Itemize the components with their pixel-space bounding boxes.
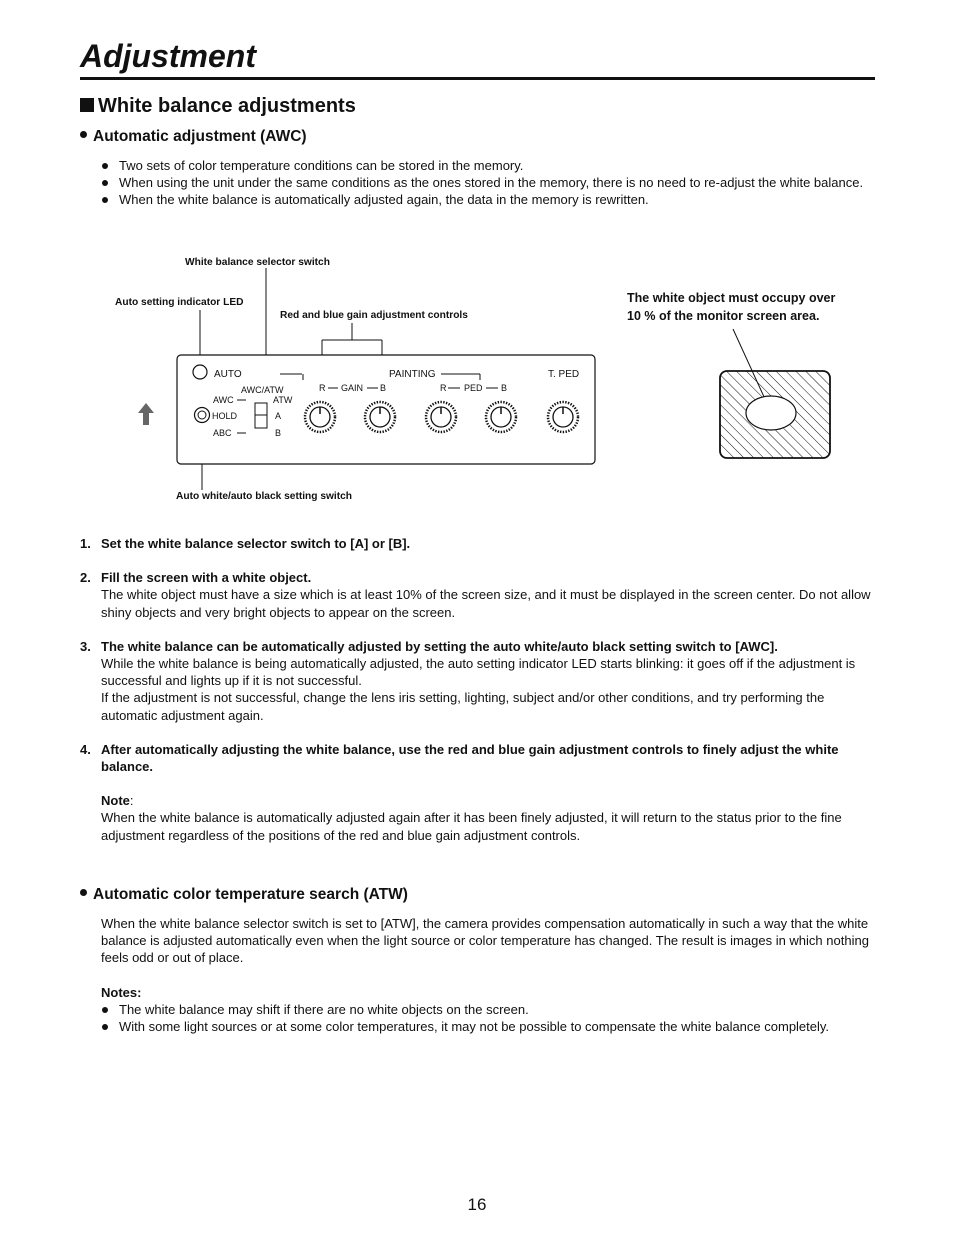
list-item: When using the unit under the same conditions as the ones stored in the memory, there is no need to re-adjust the white balance. — [100, 174, 875, 191]
title-rule — [80, 77, 875, 80]
step-body: While the white balance is being automatically adjusted, the auto setting indicator LED starts blinking: it goes off if the adjustment is successful and lights up if it is not successful. — [101, 656, 856, 689]
list-item: With some light sources or at some color temperatures, it may not be possible to compensate the white balance completely. — [100, 1018, 875, 1035]
step-number: 3. — [80, 638, 91, 654]
callout-white-object-line1: The white object must occupy over — [627, 291, 836, 305]
step-number: 2. — [80, 570, 91, 586]
panel-label-t-ped: T. PED — [548, 369, 580, 380]
panel-label-awc: AWC — [213, 395, 234, 405]
note-block — [101, 792, 880, 844]
panel-label-painting: PAINTING — [389, 369, 436, 380]
step-title: Fill the screen with a white object. — [101, 570, 312, 586]
list-item: When the white balance is automatically adjusted again, the data in the memory is rewritten. — [100, 191, 875, 208]
callout-gain-controls: Red and blue gain adjustment controls — [280, 310, 468, 321]
step-1 — [80, 535, 880, 552]
auto-indicator-led — [193, 365, 207, 379]
step-title: Set the white balance selector switch to [A] or [B]. — [101, 536, 411, 551]
panel-label-b: B — [380, 383, 387, 393]
step-title: The white balance can be automatically adjusted by setting the auto white/auto black setting switch to [AWC]. — [101, 638, 778, 654]
callout-auto-led: Auto setting indicator LED — [115, 297, 244, 308]
atw-notes-list — [100, 1001, 875, 1035]
step-4 — [80, 741, 880, 844]
list-item: Two sets of color temperature conditions can be stored in the memory. — [100, 157, 875, 174]
panel-label-auto: AUTO — [214, 369, 242, 380]
step-title: After automatically adjusting the white balance, use the red and blue gain adjustment controls to finely adjust the white balance. — [101, 741, 839, 775]
atw-heading-text: Automatic color temperature search (ATW) — [93, 886, 408, 903]
step-number: 1. — [80, 536, 91, 551]
panel-label-abc: ABC — [213, 428, 232, 438]
awc-bullet-list — [100, 157, 875, 208]
awc-heading — [80, 128, 307, 146]
notes-label: Notes: — [101, 985, 142, 1000]
step-body: The white object must have a size which is at least 10% of the screen size, and it must be displayed in the screen center. Do not allow shiny objects and very bright objects to appear on the screen. — [101, 587, 871, 620]
atw-paragraph: When the white balance selector switch is set to [ATW], the camera provides compensation automatically in such a way that the white balance is adjusted automatically even when the light source or color temperature has changed. The result is images in which nothing feels odd or out of place. — [101, 916, 869, 966]
step-number: 4. — [80, 741, 91, 757]
step-3 — [80, 638, 880, 724]
page-title: Adjustment — [80, 38, 256, 74]
awc-heading-text: Automatic adjustment (AWC) — [93, 128, 307, 145]
note-heading — [101, 792, 880, 809]
control-panel-diagram — [110, 250, 880, 510]
panel-label-b: B — [501, 383, 508, 393]
atw-heading — [80, 886, 408, 904]
panel-label-b: B — [275, 428, 282, 438]
panel-label-r: R — [440, 383, 447, 393]
section-title — [80, 95, 356, 118]
panel-label-a: A — [275, 411, 282, 421]
white-object-ellipse — [746, 396, 796, 430]
panel-label-r: R — [319, 383, 326, 393]
callout-selector-switch: White balance selector switch — [185, 257, 330, 268]
panel-label-awc-atw: AWC/ATW — [241, 385, 284, 395]
page-number: 16 — [467, 1195, 487, 1214]
callout-white-object-line2: 10 % of the monitor screen area. — [627, 309, 820, 323]
callout-awb-switch: Auto white/auto black setting switch — [176, 491, 353, 502]
list-item: The white balance may shift if there are no white objects on the screen. — [100, 1001, 875, 1018]
square-bullet-icon — [80, 98, 94, 112]
section-title-text: White balance adjustments — [98, 95, 356, 117]
bullet-icon — [80, 131, 87, 138]
note-colon: : — [129, 793, 134, 809]
step-2 — [80, 569, 880, 621]
panel-label-hold: HOLD — [212, 411, 238, 421]
step-body: If the adjustment is not successful, change the lens iris setting, lighting, subject and/or other conditions, and try performing the automatic adjustment again. — [101, 690, 825, 723]
panel-label-gain: GAIN — [341, 383, 364, 393]
note-text: When the white balance is automatically adjusted again after it has been finely adjusted, it will return to the status prior to the fine adjustment regardless of the positions of the red and blue gain adjustment controls. — [101, 810, 842, 843]
up-arrow-icon — [138, 403, 154, 425]
awc-abc-switch[interactable] — [195, 408, 210, 423]
panel-label-ped: PED — [464, 383, 483, 393]
note-label: Note — [101, 793, 130, 809]
steps-list — [80, 535, 880, 844]
bullet-icon — [80, 889, 87, 896]
panel-label-atw: ATW — [273, 395, 293, 405]
